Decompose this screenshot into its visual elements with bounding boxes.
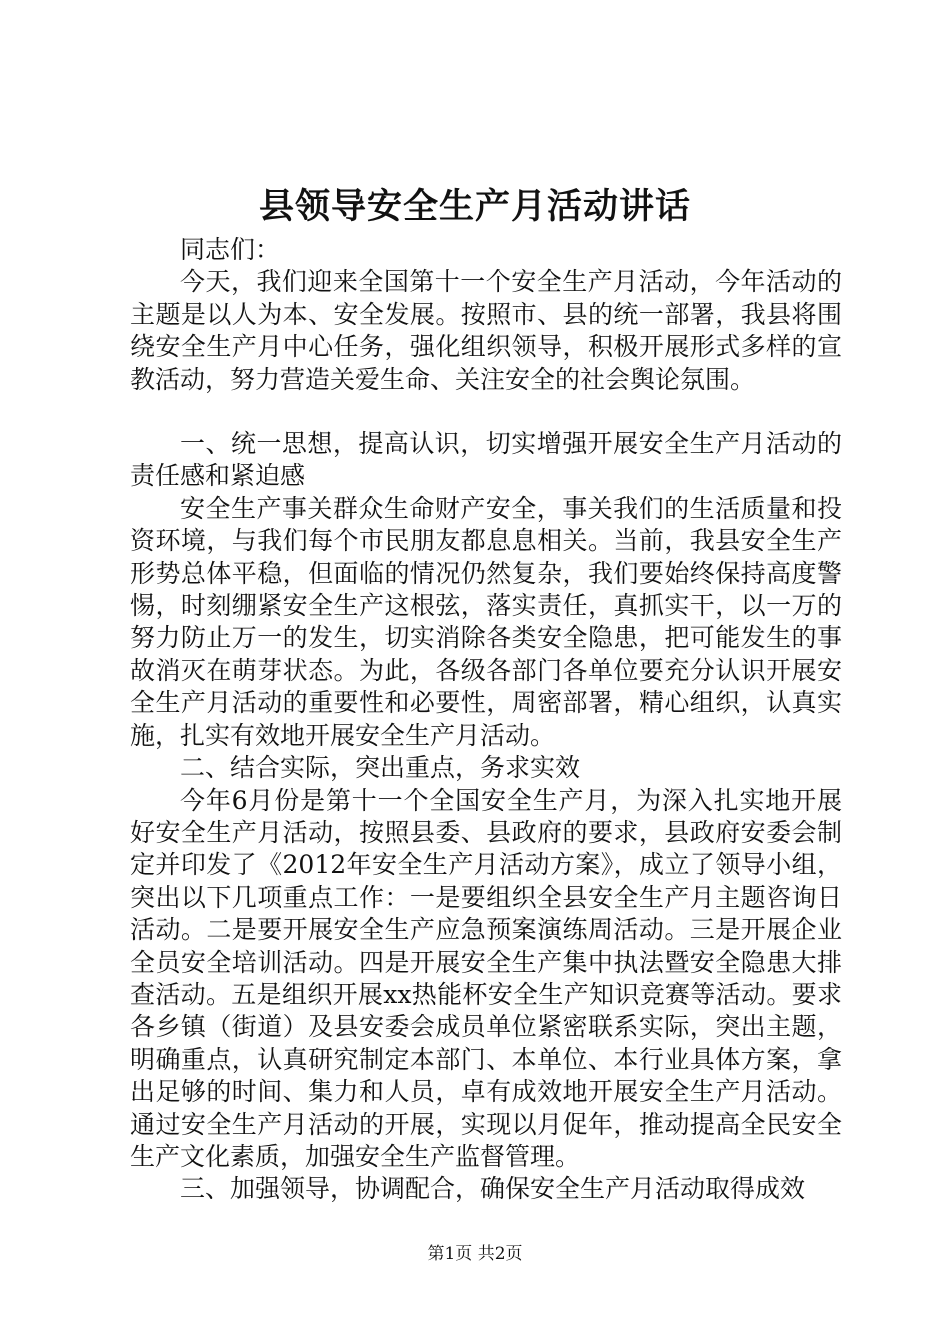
paragraph-section-1: 安全生产事关群众生命财产安全，事关我们的生活质量和投资环境，与我们每个市民朋友都息息相关。当前，我县安全生产形势总体平稳，但面临的情况仍然复杂，我们要始终保持高度警惕，时刻绷紧安全生产这根弦，落实责任，真抓实干，以一万的努力防止万一的发生，切实消除各类安全隐患，把可能发生的事故消灭在萌芽状态。为此，各级各部门各单位要充分认识开展安全生产月活动的重要性和必要性，周密部署，精心组织，认真实施，扎实有效地开展安全生产月活动。 bbox=[130, 493, 842, 750]
paragraph-intro: 今天，我们迎来全国第十一个安全生产月活动，今年活动的主题是以人为本、安全发展。按照市、县的统一部署，我县将围绕安全生产月中心任务，强化组织领导，积极开展形式多样的宣教活动，努力营造关爱生命、关注安全的社会舆论氛围。 bbox=[130, 267, 842, 394]
document-title: 县领导安全生产月活动讲话 bbox=[258, 186, 691, 227]
paragraph-section-2: 今年6月份是第十一个全国安全生产月，为深入扎实地开展好安全生产月活动，按照县委、县政府的要求，县政府安委会制定并印发了《2012年安全生产月活动方案》，成立了领导小组，突出以下几项重点工作：一是要组织全县安全生产月主题咨询日活动。二是要开展安全生产应急预案演练周活动。三是开展企业全员安全培训活动。四是开展安全生产集中执法暨安全隐患大排查活动。五是组织开展xx热能杯安全生产知识竞赛等活动。要求各乡镇（街道）及县安委会成员单位紧密联系实际，突出主题，明确重点，认真研究制定本部门、本单位、本行业具体方案，拿出足够的时间、集力和人员，卓有成效地开展安全生产月活动。通过安全生产月活动的开展，实现以月促年，推动提高全民安全生产文化素质，加强安全生产监督管理。 bbox=[130, 785, 842, 1171]
section-heading-1: 一、统一思想，提高认识，切实增强开展安全生产月活动的责任感和紧迫感 bbox=[130, 429, 842, 491]
section-heading-3: 三、加强领导，协调配合，确保安全生产月活动取得成效 bbox=[180, 1174, 806, 1204]
section-heading-2: 二、结合实际，突出重点，务求实效 bbox=[180, 753, 581, 783]
page-footer: 第1页 共2页 bbox=[427, 1244, 523, 1264]
document-body bbox=[130, 234, 842, 1206]
salutation: 同志们： bbox=[180, 235, 281, 264]
